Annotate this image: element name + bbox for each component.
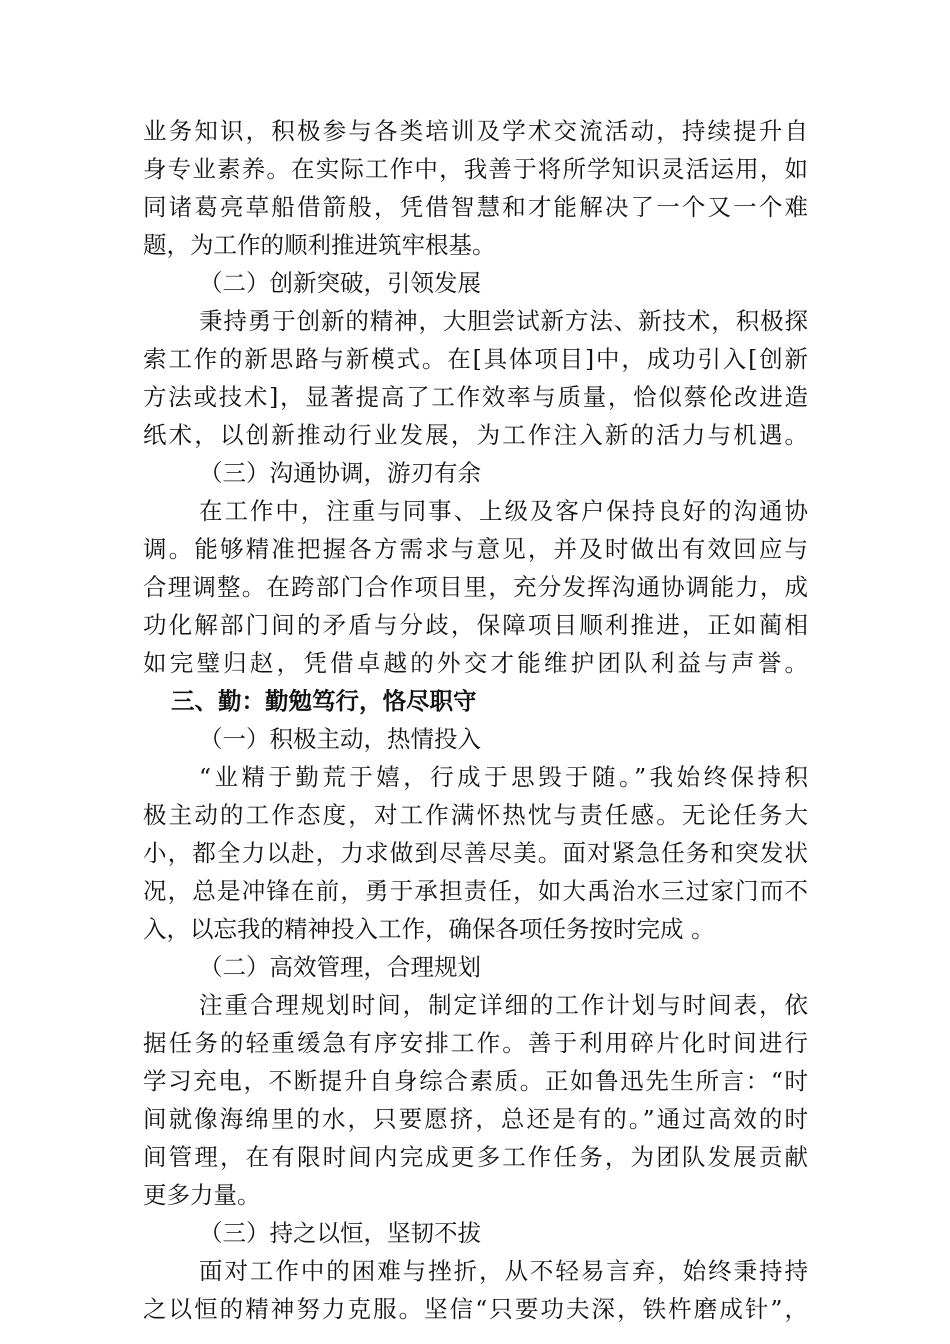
body-line: 方法或技术]，显著提高了工作效率与质量，恰似蔡伦改进造 [143, 383, 808, 411]
body-line: 之以恒的精神努力克服。坚信“只要功夫深，铁杵磨成针”， [143, 1295, 808, 1323]
subsection-heading: （三）持之以恒，坚韧不拔 [199, 1219, 481, 1247]
subsection-heading: （一）积极主动，热情投入 [199, 725, 481, 753]
body-line: 况，总是冲锋在前，勇于承担责任，如大禹治水三过家门而不 [143, 877, 808, 905]
subsection-heading: （二）创新突破，引领发展 [199, 269, 481, 297]
body-line: 注重合理规划时间，制定详细的工作计划与时间表，依 [199, 991, 808, 1019]
body-line: 调。能够精准把握各方需求与意见，并及时做出有效回应与 [143, 535, 808, 563]
subsection-heading: （三）沟通协调，游刃有余 [199, 459, 481, 487]
body-line: 功化解部门间的矛盾与分歧，保障项目顺利推进，正如蔺相 [143, 611, 808, 639]
body-line: 索工作的新思路与新模式。在[具体项目]中，成功引入[创新 [143, 345, 808, 373]
body-line: 合理调整。在跨部门合作项目里，充分发挥沟通协调能力，成 [143, 573, 808, 601]
body-line: 秉持勇于创新的精神，大胆尝试新方法、新技术，积极探 [199, 307, 808, 335]
body-line: 在工作中，注重与同事、上级及客户保持良好的沟通协 [199, 497, 808, 525]
body-line: 更多力量。 [143, 1181, 261, 1209]
body-line: 极主动的工作态度，对工作满怀热忱与责任感。无论任务大 [143, 801, 808, 829]
body-line: 业务知识，积极参与各类培训及学术交流活动，持续提升自 [143, 117, 808, 145]
body-line: 如完璧归赵，凭借卓越的外交才能维护团队利益与声誉。 [143, 649, 808, 677]
body-line: 间就像海绵里的水，只要愿挤，总还是有的。”通过高效的时 [143, 1105, 808, 1133]
body-line: 入，以忘我的精神投入工作，确保各项任务按时完成 。 [143, 915, 715, 943]
body-line: 据任务的轻重缓急有序安排工作。善于利用碎片化时间进行 [143, 1029, 808, 1057]
subsection-heading: （二）高效管理，合理规划 [199, 953, 481, 981]
body-line: 面对工作中的困难与挫折，从不轻易言弃，始终秉持持 [199, 1257, 808, 1285]
body-line: “业精于勤荒于嬉，行成于思毁于随。”我始终保持积 [199, 763, 808, 791]
body-line: 纸术，以创新推动行业发展，为工作注入新的活力与机遇。 [143, 421, 808, 449]
document-body [143, 112, 808, 1328]
body-line: 学习充电，不断提升自身综合素质。正如鲁迅先生所言：“时 [143, 1067, 808, 1095]
body-line: 同诸葛亮草船借箭般，凭借智慧和才能解决了一个又一个难 [143, 193, 808, 221]
body-line: 身专业素养。在实际工作中，我善于将所学知识灵活运用，如 [143, 155, 808, 183]
section-heading: 三、勤：勤勉笃行，恪尽职守 [171, 687, 477, 715]
body-line: 间管理，在有限时间内完成更多工作任务，为团队发展贡献 [143, 1143, 808, 1171]
body-line: 小，都全力以赴，力求做到尽善尽美。面对紧急任务和突发状 [143, 839, 808, 867]
body-line: 题，为工作的顺利推进筑牢根基。 [143, 231, 496, 259]
